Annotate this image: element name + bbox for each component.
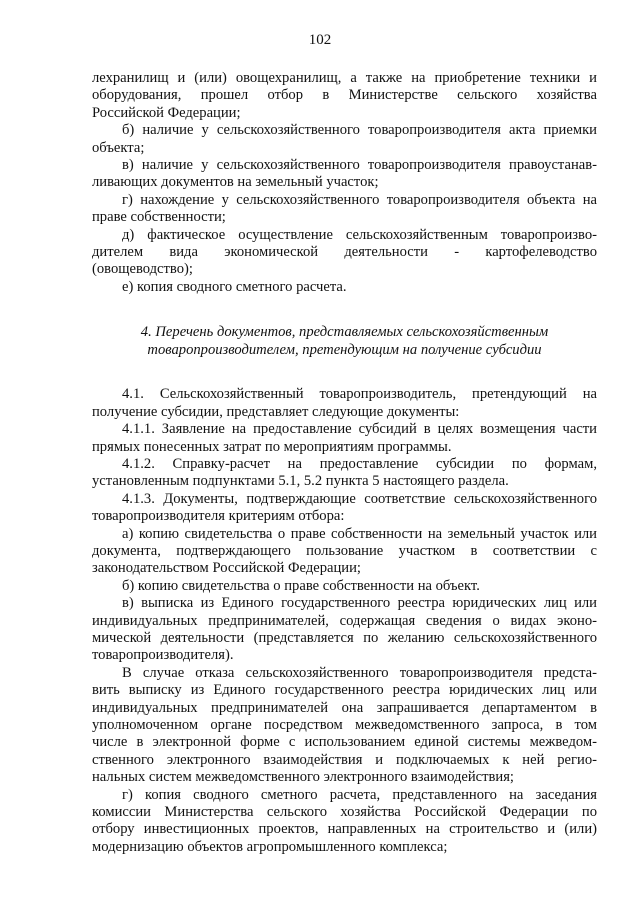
text-line: дителем вида экономической деятельности - картофелеводство [92,244,597,261]
text-line: отбору инвестиционных проектов, направленных на строительство и (или) [92,821,597,838]
text-line: законодательством Российской Федерации; [92,560,361,577]
text-line: е) копия сводного сметного расчета. [122,278,347,295]
text-line: оборудования, прошел отбор в Министерстве сельского хозяйства [92,87,597,104]
text-line: б) копию свидетельства о праве собственности на объект. [122,577,480,594]
page-number: 102 [308,32,332,48]
text-line: модернизацию объектов агропромышленного комплекса; [92,838,448,855]
text-line: товаропроизводителя). [92,647,234,664]
text-line: товаропроизводителя критериям отбора: [92,508,345,525]
bottom-paragraphs [92,386,597,856]
text-line: праве собственности; [92,209,226,226]
text-line: б) наличие у сельскохозяйственного товаропроизводителя акта приемки [122,122,597,139]
text-line: 4.1. Сельскохозяйственный товаропроизводитель, претендующий на [122,386,597,403]
text-line: г) нахождение у сельскохозяйственного товаропроизводителя объекта на [122,191,597,208]
text-line: вить выписку из Единого государственного реестра юридических лиц или [92,682,597,699]
text-line: документа, подтверждающего пользование участком в соответствии с [92,542,597,559]
text-line: 4.1.3. Документы, подтверждающие соответствие сельскохозяйственного [122,490,597,507]
text-line: в) выписка из Единого государственного реестра юридических лиц или [122,595,597,612]
text-line: мической деятельности (представляется по желанию сельскохозяйственного [92,629,597,646]
text-line: в) наличие у сельскохозяйственного товаропроизводителя правоустанав- [122,157,597,174]
text-line: комиссии Министерства сельского хозяйства Российской Федерации по [92,804,597,821]
document-text [92,70,597,856]
text-line: (овощеводство); [92,261,193,278]
text-line: ственного электронного взаимодействия и подключаемых к ней регио- [92,751,597,768]
text-line: получение субсидии, представляет следующие документы: [92,403,460,420]
text-line: д) фактическое осуществление сельскохозяйственным товаропроизво- [122,226,597,243]
heading-line: товаропроизводителем, претендующим на получение субсидии [147,342,542,359]
text-line: 4.1.2. Справку-расчет на предоставление субсидии по формам, [122,455,597,472]
text-line: лехранилищ и (или) овощехранилищ, а также на приобретение техники и [92,70,597,86]
text-line: а) копию свидетельства о праве собственности на земельный участок или [122,525,597,542]
text-line: Российской Федерации; [92,104,241,121]
text-line: 4.1.1. Заявление на предоставление субсидий в целях возмещения части [122,421,597,438]
text-line: нальных систем межведомственного электронного взаимодействия; [92,769,514,786]
text-line: объекта; [92,139,145,156]
text-line: числе в электронной форме с использованием единой системы межведом- [92,734,597,751]
text-line: В случае отказа сельскохозяйственного товаропроизводителя предста- [122,664,597,681]
text-line: индивидуальных предпринимателей она запрашивается департаментом в [92,699,597,716]
text-line: уполномоченном органе посредством межведомственного запроса, в том [92,717,597,733]
text-line: индивидуальных предпринимателей, содержащая сведения о видах эконо- [92,612,597,629]
top-paragraphs [92,70,597,296]
section-heading [92,323,597,359]
text-line: установленным подпунктами 5.1, 5.2 пункта 5 настоящего раздела. [92,473,509,490]
heading-line: 4. Перечень документов, представляемых сельскохозяйственным [140,324,549,341]
text-line: ливающих документов на земельный участок; [92,174,379,191]
text-line: прямых понесенных затрат по мероприятиям программы. [92,438,452,455]
text-line: г) копия сводного сметного расчета, представленного на заседания [122,786,597,803]
